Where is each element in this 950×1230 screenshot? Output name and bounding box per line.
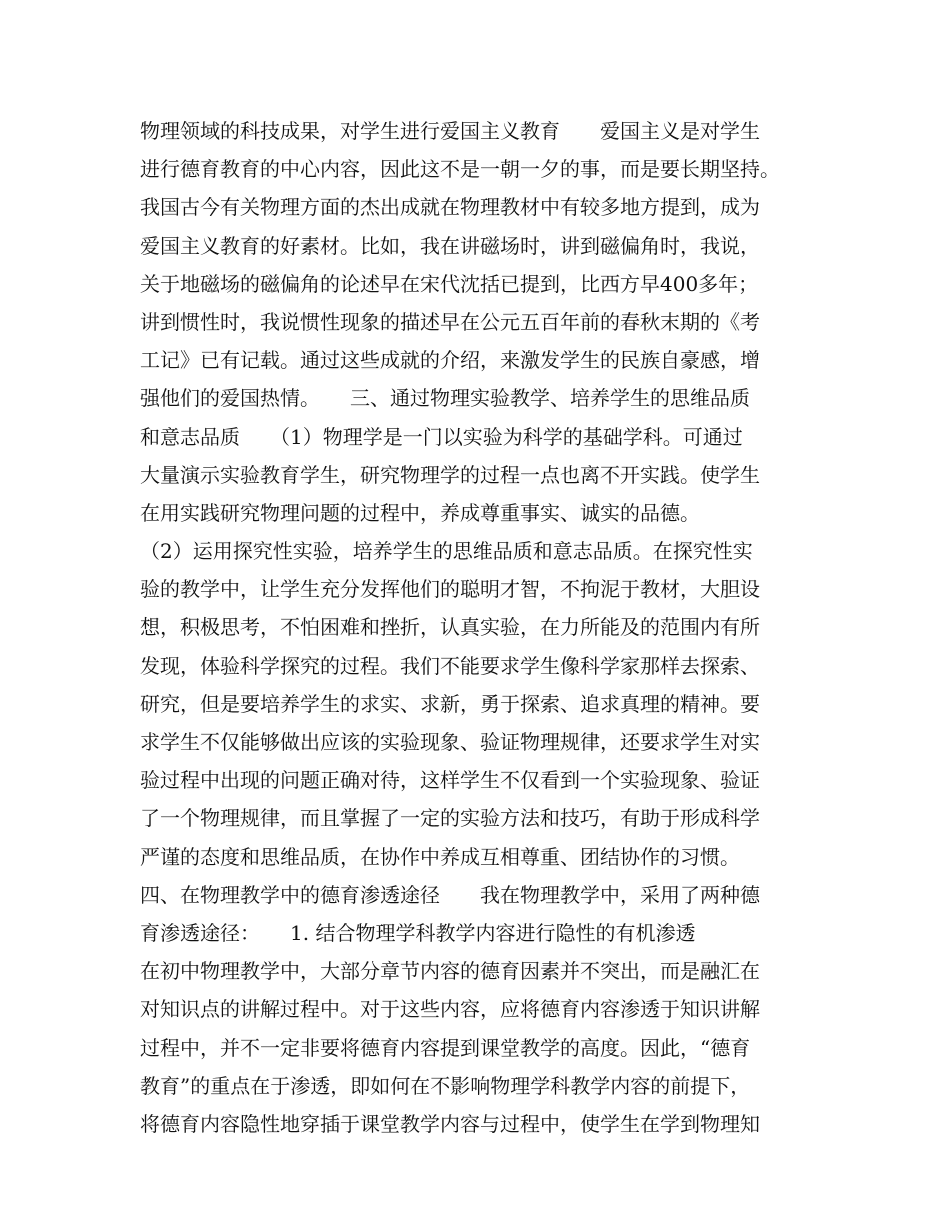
text-line: 在初中物理教学中，大部分章节内容的德育因素并不突出，而是融汇在 bbox=[140, 959, 760, 984]
text-line: 验过程中出现的问题正确对待，这样学生不仅看到一个实验现象、验证 bbox=[140, 768, 760, 793]
text-line: 物理领域的科技成果，对学生进行爱国主义教育 爱国主义是对学生 bbox=[140, 119, 760, 143]
text-line: 研究，但是要培养学生的求实、求新，勇于探索、追求真理的精神。要 bbox=[140, 691, 760, 716]
text-line: 对知识点的讲解过程中。对于这些内容，应将德育内容渗透于知识讲解 bbox=[140, 997, 760, 1022]
text-line: 大量演示实验教育学生，研究物理学的过程一点也离不开实践。使学生 bbox=[140, 462, 760, 487]
text-line: 将德育内容隐性地穿插于课堂教学内容与过程中，使学生在学到物理知 bbox=[140, 1111, 760, 1136]
text-line: 教育”的重点在于渗透，即如何在不影响物理学科教学内容的前提下， bbox=[140, 1073, 751, 1098]
text-line: 工记》已有记载。通过这些成就的介绍，来激发学生的民族自豪感，增 bbox=[140, 348, 760, 373]
text-line: 进行德育教育的中心内容，因此这不是一朝一夕的事，而是要长期坚持。 bbox=[140, 157, 780, 182]
text-line: 爱国主义教育的好素材。比如，我在讲磁场时，讲到磁偏角时，我说， bbox=[140, 233, 760, 258]
body-text bbox=[140, 112, 830, 1143]
text-line: 四、在物理教学中的德育渗透途径 我在物理教学中，采用了两种德 bbox=[140, 882, 760, 907]
text-line: 强他们的爱国热情。 三、通过物理实验教学、培养学生的思维品质 bbox=[140, 386, 750, 411]
text-line: 过程中，并不一定非要将德育内容提到课堂教学的高度。因此，“德育 bbox=[140, 1035, 751, 1060]
text-line: 了一个物理规律，而且掌握了一定的实验方法和技巧，有助于形成科学 bbox=[140, 806, 760, 831]
text-line: 关于地磁场的磁偏角的论述早在宋代沈括已提到，比西方早400多年； bbox=[140, 271, 759, 296]
text-line: 想，积极思考，不怕困难和挫折，认真实验，在力所能及的范围内有所 bbox=[140, 615, 760, 640]
text-line: 讲到惯性时，我说惯性现象的描述早在公元五百年前的春秋末期的《考 bbox=[140, 309, 760, 334]
text-line: 严谨的态度和思维品质，在协作中养成互相尊重、团结协作的习惯。 bbox=[140, 844, 740, 869]
text-line: 育渗透途径： 1. 结合物理学科教学内容进行隐性的有机渗透 bbox=[140, 920, 696, 945]
text-line: 求学生不仅能够做出应该的实验现象、验证物理规律，还要求学生对实 bbox=[140, 730, 760, 754]
text-line: 验的教学中，让学生充分发挥他们的聪明才智，不拘泥于教材，大胆设 bbox=[140, 577, 760, 602]
text-line: 发现，体验科学探究的过程。我们不能要求学生像科学家那样去探索、 bbox=[140, 653, 760, 678]
text-line: 和意志品质 （1）物理学是一门以实验为科学的基础学科。可通过 bbox=[140, 424, 743, 449]
text-line: （2）运用探究性实验，培养学生的思维品质和意志品质。在探究性实 bbox=[140, 539, 753, 564]
text-line: 我国古今有关物理方面的杰出成就在物理教材中有较多地方提到，成为 bbox=[140, 195, 760, 220]
text-line: 在用实践研究物理问题的过程中，养成尊重事实、诚实的品德。 bbox=[140, 500, 700, 525]
